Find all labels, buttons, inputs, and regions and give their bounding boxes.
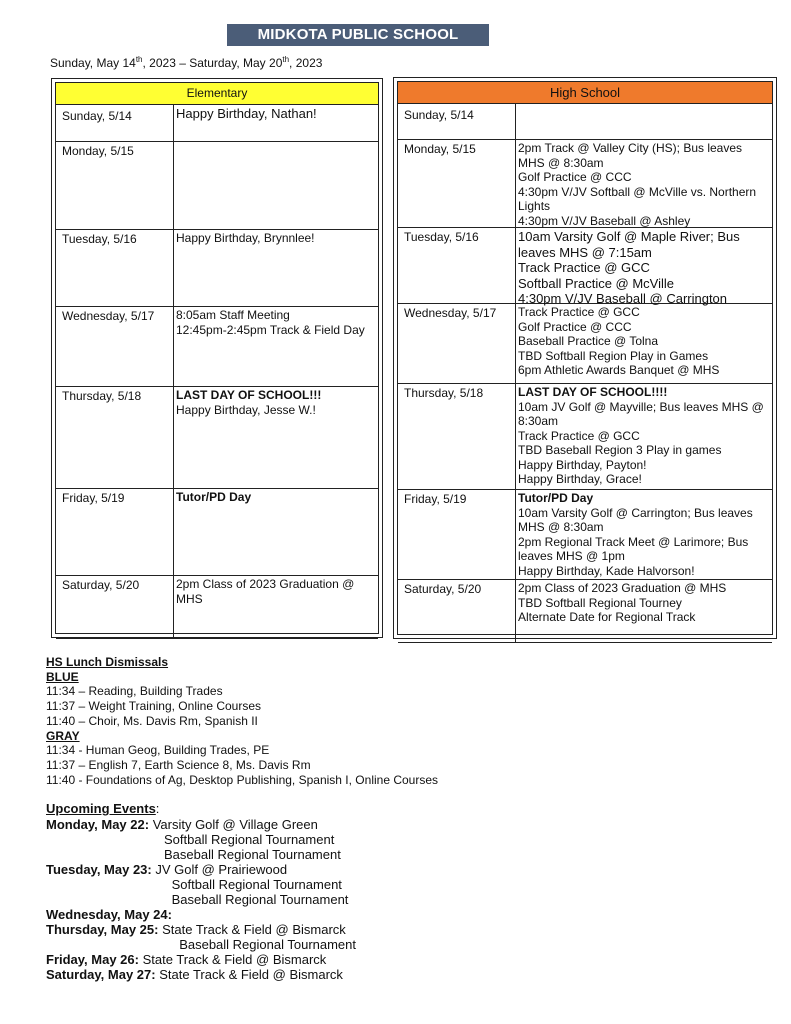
hs-event: Golf Practice @ CCC	[518, 319, 632, 334]
hs-event: 10am JV Golf @ Mayville; Bus leaves MHS @ 8:30am	[518, 399, 768, 428]
elem-row-6	[56, 488, 378, 576]
upcoming-event: State Track & Field @ Bismarck	[159, 966, 343, 982]
hs-event: Track Practice @ GCC	[518, 260, 650, 275]
school-name-banner: MIDKOTA PUBLIC SCHOOL	[227, 24, 489, 46]
upcoming-day	[46, 967, 356, 982]
upcoming-day	[46, 922, 356, 952]
hs-event: 2pm Regional Track Meet @ Larimore; Bus leaves MHS @ 1pm	[518, 534, 752, 563]
elem-event: Happy Birthday, Jesse W.!	[176, 402, 316, 417]
elem-day-label: Saturday, 5/20	[56, 575, 174, 638]
elem-events	[174, 105, 378, 141]
upcoming-day-label: Tuesday, May 23:	[46, 861, 152, 877]
upcoming-event: Baseball Regional Tournament	[179, 936, 357, 952]
elem-row-5	[56, 386, 378, 489]
elem-events	[174, 229, 378, 306]
hs-day-label: Tuesday, 5/16	[398, 227, 516, 303]
upcoming-day	[46, 862, 356, 907]
gray-dismissal: 11:34 - Human Geog, Building Trades, PE	[46, 743, 270, 758]
hs-event: Tutor/PD Day	[518, 491, 594, 505]
hs-day-label: Saturday, 5/20	[398, 579, 516, 642]
hs-events	[516, 303, 772, 383]
elem-row-3	[56, 229, 378, 307]
elem-events	[174, 306, 378, 386]
high-school-table	[397, 81, 773, 635]
hs-day-label: Sunday, 5/14	[398, 104, 516, 139]
hs-day-label: Friday, 5/19	[398, 489, 516, 579]
elem-day-label: Thursday, 5/18	[56, 386, 174, 488]
hs-event: TBD Softball Regional Tourney	[518, 595, 682, 610]
hs-events	[516, 104, 772, 139]
upcoming-title: Upcoming Events:	[46, 801, 160, 816]
hs-event: 6pm Athletic Awards Banquet @ MHS	[518, 363, 720, 377]
elem-event: 2pm Class of 2023 Graduation @ MHS	[176, 577, 358, 606]
blue-dismissal: 11:40 – Choir, Ms. Davis Rm, Spanish II	[46, 713, 258, 728]
hs-event: 2pm Class of 2023 Graduation @ MHS	[518, 581, 727, 595]
hs-events	[516, 227, 772, 306]
hs-row-4	[398, 303, 772, 384]
elem-events	[174, 386, 378, 488]
lunch-title: HS Lunch Dismissals	[46, 655, 169, 669]
hs-row-5	[398, 383, 772, 490]
hs-row-7	[398, 579, 772, 643]
hs-event: Happy Birthday, Grace!	[518, 472, 642, 486]
elem-row-7	[56, 575, 378, 639]
hs-events	[516, 489, 772, 579]
hs-events	[516, 383, 772, 489]
high-school-schedule	[393, 77, 777, 639]
hs-row-2	[398, 139, 772, 228]
upcoming-day-line	[46, 862, 356, 877]
hs-event: Alternate Date for Regional Track	[518, 610, 696, 624]
hs-event: Track Practice @ GCC	[518, 305, 640, 319]
gray-label: GRAY	[46, 728, 80, 743]
upcoming-day	[46, 817, 356, 862]
upcoming-day-label: Monday, May 22:	[46, 816, 150, 832]
elem-event: Happy Birthday, Nathan!	[176, 106, 317, 121]
upcoming-day	[46, 907, 356, 922]
upcoming-day-label: Saturday, May 27:	[46, 966, 156, 982]
elem-day-label: Tuesday, 5/16	[56, 229, 174, 306]
elem-day-label: Monday, 5/15	[56, 141, 174, 229]
elem-event: LAST DAY OF SCHOOL!!!	[176, 388, 322, 402]
hs-day-label: Thursday, 5/18	[398, 383, 516, 489]
hs-event: Softball Practice @ McVille	[518, 275, 675, 291]
upcoming-event: JV Golf @ Prairiewood	[155, 861, 288, 877]
hs-event: Happy Birthday, Kade Halvorson!	[518, 563, 695, 578]
hs-event: Happy Birthday, Payton!	[518, 457, 647, 472]
elem-event: 12:45pm-2:45pm Track & Field Day	[176, 322, 365, 337]
upcoming-event: Baseball Regional Tournament	[164, 846, 341, 862]
gray-dismissal: 11:40 - Foundations of Ag, Desktop Publishing, Spanish I, Online Courses	[46, 772, 439, 787]
hs-events	[516, 579, 772, 642]
upcoming-event: State Track & Field @ Bismarck	[142, 951, 327, 967]
upcoming-day-label: Friday, May 26:	[46, 951, 139, 967]
elem-event: Happy Birthday, Brynnlee!	[176, 231, 315, 245]
blue-label: BLUE	[46, 669, 79, 684]
hs-event: 2pm Track @ Valley City (HS); Bus leaves MHS @ 8:30am	[518, 141, 746, 170]
hs-event: Golf Practice @ CCC	[518, 170, 632, 184]
upcoming-event: Varsity Golf @ Village Green	[152, 816, 318, 832]
hs-event: Track Practice @ GCC	[518, 428, 640, 443]
upcoming-day-label: Thursday, May 25:	[46, 921, 159, 937]
hs-day-label: Wednesday, 5/17	[398, 303, 516, 383]
upcoming-day-line	[46, 952, 356, 967]
hs-row-3	[398, 227, 772, 304]
elem-row-1	[56, 105, 378, 142]
hs-event: 10am Varsity Golf @ Carrington; Bus leaves MHS @ 8:30am	[518, 505, 757, 534]
hs-day-label: Monday, 5/15	[398, 139, 516, 227]
upcoming-day-line	[46, 907, 356, 922]
lunch-dismissals	[46, 655, 438, 787]
hs-event: TBD Baseball Region 3 Play in games	[518, 443, 722, 457]
elem-event: 8:05am Staff Meeting	[176, 308, 290, 322]
high-school-header: High School	[398, 82, 772, 104]
elem-event: Tutor/PD Day	[176, 490, 252, 504]
elementary-header: Elementary	[56, 83, 378, 105]
elem-day-label: Friday, 5/19	[56, 488, 174, 575]
upcoming-day-line	[46, 817, 356, 832]
elem-day-label: Sunday, 5/14	[56, 105, 174, 141]
week-date-range: Sunday, May 14th, 2023 – Saturday, May 20th, 2023	[50, 55, 323, 70]
upcoming-event: Baseball Regional Tournament	[171, 891, 349, 907]
elem-day-label: Wednesday, 5/17	[56, 306, 174, 386]
elementary-table	[55, 82, 379, 634]
upcoming-day-line	[46, 922, 356, 937]
upcoming-day	[46, 952, 356, 967]
hs-event: 4:30pm V/JV Baseball @ Ashley	[518, 213, 691, 228]
hs-event: TBD Softball Region Play in Games	[518, 348, 709, 363]
hs-row-1	[398, 104, 772, 140]
elem-events	[174, 141, 378, 229]
blue-dismissal: 11:37 – Weight Training, Online Courses	[46, 699, 262, 714]
hs-event: Baseball Practice @ Tolna	[518, 334, 659, 348]
upcoming-event: Softball Regional Tournament	[164, 831, 335, 847]
upcoming-day-label: Wednesday, May 24:	[46, 906, 172, 922]
hs-event: 10am Varsity Golf @ Maple River; Bus leaves MHS @ 7:15am	[518, 229, 744, 260]
upcoming-events	[46, 802, 356, 982]
hs-event: 4:30pm V/JV Softball @ McVille vs. Northern Lights	[518, 184, 760, 213]
elem-row-2	[56, 141, 378, 230]
upcoming-event: State Track & Field @ Bismarck	[162, 921, 346, 937]
upcoming-day-line	[46, 967, 356, 982]
elementary-schedule	[51, 78, 383, 638]
gray-dismissal: 11:37 – English 7, Earth Science 8, Ms. Davis Rm	[46, 757, 311, 772]
hs-event: LAST DAY OF SCHOOL!!!!	[518, 385, 668, 399]
hs-event: 4:30pm V/JV Baseball @ Carrington	[518, 291, 728, 306]
elem-events	[174, 488, 378, 575]
hs-events	[516, 139, 772, 227]
upcoming-event: Softball Regional Tournament	[171, 876, 342, 892]
elem-row-4	[56, 306, 378, 387]
blue-dismissal: 11:34 – Reading, Building Trades	[46, 684, 223, 699]
elem-events	[174, 575, 378, 638]
hs-row-6	[398, 489, 772, 580]
